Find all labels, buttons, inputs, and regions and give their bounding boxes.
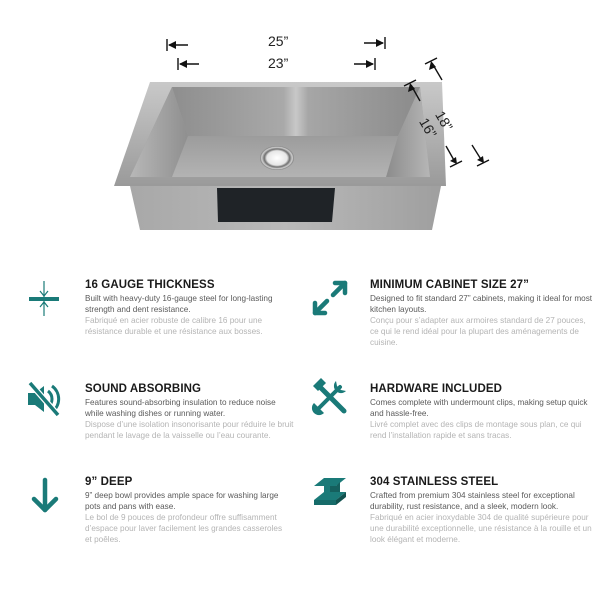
steel-beam-icon bbox=[310, 474, 350, 514]
expand-arrows-icon bbox=[310, 278, 350, 318]
feature-title: SOUND ABSORBING bbox=[85, 383, 202, 395]
feature-description-en: Designed to fit standard 27” cabinets, making it ideal for most kitchen layouts. bbox=[370, 294, 593, 314]
outer-depth-label: 18” bbox=[432, 108, 457, 134]
sound-off-icon bbox=[24, 379, 64, 419]
feature-description-fr: Fabriqué en acier robuste de calibre 16 pour une résistance durable et une résistance aux bosses. bbox=[85, 316, 263, 336]
feature-hardware-included bbox=[300, 375, 600, 465]
tools-icon bbox=[310, 377, 350, 417]
feature-gauge-thickness bbox=[0, 270, 300, 360]
feature-title: HARDWARE INCLUDED bbox=[370, 383, 503, 395]
feature-title: 9” DEEP bbox=[85, 476, 133, 488]
drain bbox=[260, 146, 294, 170]
feature-title: MINIMUM CABINET SIZE 27” bbox=[370, 279, 529, 291]
feature-description-en: Built with heavy-duty 16-gauge steel for long-lasting strength and dent resistance. bbox=[85, 294, 273, 314]
feature-304-stainless-steel bbox=[300, 472, 600, 572]
feature-9-inch-deep bbox=[0, 472, 300, 572]
feature-sound-absorbing bbox=[0, 375, 300, 465]
outer-width-label: 25” bbox=[268, 33, 289, 49]
feature-minimum-cabinet-size bbox=[300, 270, 600, 360]
feature-title: 16 GAUGE THICKNESS bbox=[85, 279, 215, 291]
product-image bbox=[0, 0, 600, 250]
inner-width-label: 23” bbox=[268, 55, 289, 71]
feature-description-fr: Livré complet avec des clips de montage sous plan, ce qui rend l’installation rapide et sans tracas. bbox=[370, 420, 582, 440]
feature-title: 304 STAINLESS STEEL bbox=[370, 476, 499, 488]
arrow-down-icon bbox=[25, 476, 65, 516]
feature-description-fr: Le bol de 9 pouces de profondeur offre suffisamment d’espace pour laver facilement les grandes casseroles et poêles. bbox=[85, 513, 283, 544]
sound-pad bbox=[217, 188, 335, 222]
inner-depth-label: 16” bbox=[416, 115, 441, 141]
feature-description-en: Crafted from premium 304 stainless steel for exceptional durability, rust resistance, and a sleek, modern look. bbox=[370, 491, 575, 511]
feature-description-en: Comes complete with undermount clips, making setup quick and hassle-free. bbox=[370, 398, 588, 418]
sink-illustration bbox=[0, 0, 600, 250]
feature-description-fr: Fabriqué en acier inoxydable 304 de qualité supérieure pour une durabilité exceptionnelle, une résistance à la rouille et un look élégant et moderne. bbox=[370, 513, 592, 544]
feature-description-en: Features sound-absorbing insulation to reduce noise while washing dishes or running water. bbox=[85, 398, 276, 418]
feature-description-fr: Conçu pour s’adapter aux armoires standard de 27 pouces, ce qui le rend idéal pour la plupart des aménagements de cuisine. bbox=[370, 316, 586, 347]
feature-description-fr: Dispose d’une isolation insonorisante pour réduire le bruit pendant le lavage de la vaisselle ou l’eau courante. bbox=[85, 420, 294, 440]
feature-description-en: 9” deep bowl provides ample space for washing large pots and pans with ease. bbox=[85, 491, 279, 511]
thickness-icon bbox=[24, 278, 64, 318]
